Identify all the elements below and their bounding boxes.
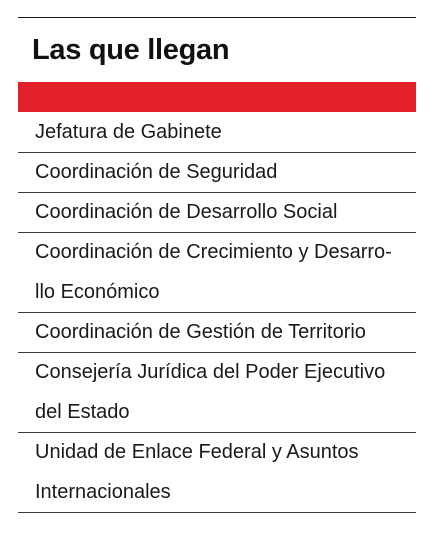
list-item-text-line-2: Internacionales <box>35 480 171 503</box>
list-item-text: Coordinación de Seguridad <box>35 161 278 183</box>
list-item-text-line-1: Unidad de Enlace Federal y Asuntos <box>35 441 359 463</box>
list-item-text: Coordinación de Desarrollo Social <box>35 201 338 223</box>
info-panel <box>18 17 416 513</box>
list-item-text-line-2: llo Económico <box>35 280 160 303</box>
list-item <box>18 193 416 233</box>
agency-list <box>18 113 416 513</box>
list-item <box>18 153 416 193</box>
list-item <box>18 233 416 313</box>
list-item-text-line-1: Consejería Jurídica del Poder Ejecutivo <box>35 361 386 383</box>
list-item-text-line-2: del Estado <box>35 400 130 423</box>
list-item <box>18 113 416 153</box>
list-item <box>18 353 416 433</box>
accent-bar <box>18 82 416 112</box>
list-item-text: Coordinación de Gestión de Territorio <box>35 321 366 343</box>
list-item <box>18 313 416 353</box>
list-item <box>18 433 416 513</box>
list-item-text-line-1: Coordinación de Crecimiento y Desarro- <box>35 241 392 263</box>
panel-heading: Las que llegan <box>32 33 230 66</box>
list-item-text: Jefatura de Gabinete <box>35 121 222 143</box>
